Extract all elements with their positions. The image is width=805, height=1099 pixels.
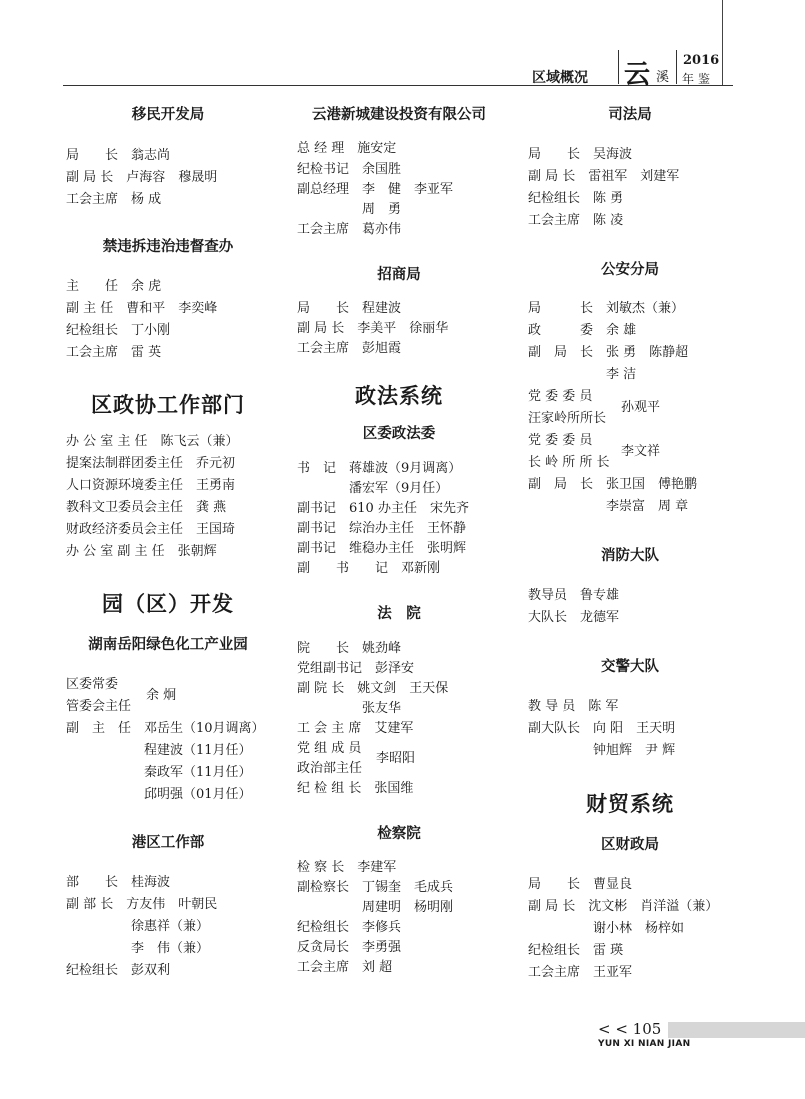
list-item: 提案法制群团委主任 乔元初	[66, 456, 236, 471]
list-item: 教导员 鲁专雄	[528, 588, 620, 603]
section-title-zhaoshang: 招商局	[377, 267, 421, 283]
list-item: 汪家岭所所长	[528, 411, 607, 426]
list-item: 反贪局长 李勇强	[297, 940, 402, 955]
section-title-jiaojing: 交警大队	[601, 659, 659, 675]
list-item: 长 岭 所 所 长	[528, 455, 610, 470]
list-item: 工会主席 雷 英	[66, 345, 162, 360]
list-item: 副书记 综治办主任 王怀静	[297, 521, 467, 536]
list-item: 张友华	[297, 701, 402, 716]
list-item: 工会主席 彭旭霞	[297, 341, 402, 356]
list-item: 周建明 杨明刚	[297, 900, 454, 915]
list-item: 部 长 桂海波	[66, 875, 171, 890]
header-vertical-rule	[722, 0, 723, 85]
category-title-zhengfa: 政法系统	[355, 383, 443, 408]
section-title-gongan: 公安分局	[601, 262, 659, 278]
list-item: 教科文卫委员会主任 龚 燕	[66, 500, 227, 515]
list-item: 邱明强（01月任）	[66, 787, 252, 802]
list-item: 副书记 维稳办主任 张明辉	[297, 541, 467, 556]
footer-caption: YUN XI NIAN JIAN	[598, 1039, 691, 1049]
list-item: 工 会 主 席 艾建军	[297, 721, 414, 736]
list-item: 纪检书记 余国胜	[297, 162, 402, 177]
header-divider	[618, 50, 619, 84]
list-item: 纪检组长 李修兵	[297, 920, 402, 935]
list-item: 纪检组长 雷 瑛	[528, 943, 624, 958]
list-item: 副大队长 向 阳 王天明	[528, 721, 676, 736]
header-nianjian: 年鉴	[682, 72, 715, 86]
list-item: 局 长 翁志尚	[66, 148, 171, 163]
list-item: 政治部主任	[297, 761, 363, 776]
section-title-caizheng: 区财政局	[601, 837, 659, 853]
list-item: 副 部 长 方友伟 叶朝民	[66, 897, 218, 912]
list-item: 教 导 员 陈 军	[528, 699, 619, 714]
list-item: 李文祥	[621, 444, 661, 459]
list-item: 副 局 长 张 勇 陈静超	[528, 345, 689, 360]
section-title-xiaofang: 消防大队	[601, 548, 659, 564]
list-item: 党 组 成 员	[297, 741, 362, 756]
list-item: 工会主席 刘 超	[297, 960, 393, 975]
header-section-title: 区域概况	[532, 70, 588, 86]
list-item: 纪检组长 丁小刚	[66, 323, 171, 338]
section-title-jiancha: 检察院	[377, 826, 421, 842]
list-item: 书 记 蒋雄波（9月调离）	[297, 461, 462, 476]
list-item: 局 长 刘敏杰（兼）	[528, 301, 685, 316]
list-item: 李 伟（兼）	[66, 941, 210, 956]
list-item: 程建波（11月任）	[66, 743, 252, 758]
section-title-lvse: 湖南岳阳绿色化工产业园	[88, 637, 248, 653]
list-item: 李 洁	[528, 367, 637, 382]
list-item: 区委常委	[66, 677, 119, 692]
list-item: 副 局 长 沈文彬 肖洋溢（兼）	[528, 899, 719, 914]
list-item: 徐惠祥（兼）	[66, 919, 210, 934]
list-item: 李昭阳	[376, 751, 416, 766]
list-item: 副 书 记 邓新刚	[297, 561, 441, 576]
list-item: 政 委 余 雄	[528, 323, 637, 338]
category-title-caimao: 财贸系统	[586, 791, 674, 816]
list-item: 人口资源环境委主任 王勇南	[66, 478, 236, 493]
list-item: 副 主 任 邓岳生（10月调离）	[66, 721, 265, 736]
list-item: 潘宏军（9月任）	[297, 481, 449, 496]
section-title-jinwei: 禁违拆违治违督查办	[102, 239, 234, 255]
section-title-fayuan: 法 院	[377, 606, 421, 622]
list-item: 副 主 任 曹和平 李奕峰	[66, 301, 218, 316]
list-item: 副书记 610 办主任 宋先齐	[297, 501, 469, 516]
list-item: 工会主席 杨 成	[66, 192, 162, 207]
list-item: 工会主席 王亚军	[528, 965, 633, 980]
page-number: < < 105	[598, 1020, 662, 1038]
list-item: 副 院 长 姚文剑 王天保	[297, 681, 449, 696]
list-item: 党组副书记 彭泽安	[297, 661, 415, 676]
list-item: 总 经 理 施安定	[297, 141, 397, 156]
list-item: 检 察 长 李建军	[297, 860, 397, 875]
list-item: 局 长 程建波	[297, 301, 402, 316]
list-item: 谢小林 杨梓如	[528, 921, 685, 936]
list-item: 办 公 室 主 任 陈飞云（兼）	[66, 434, 239, 449]
list-item: 纪 检 组 长 张国维	[297, 781, 414, 796]
list-item: 副 局 长 李美平 徐丽华	[297, 321, 449, 336]
category-title-yuanqu: 园（区）开发	[102, 591, 234, 616]
section-title-yungang: 云港新城建设投资有限公司	[312, 107, 486, 123]
list-item: 周 勇	[297, 202, 402, 217]
list-item: 局 长 曹显良	[528, 877, 633, 892]
list-item: 副 局 长 雷祖军 刘建军	[528, 169, 680, 184]
section-title-gangqu: 港区工作部	[131, 835, 205, 851]
list-item: 钟旭辉 尹 辉	[528, 743, 676, 758]
list-item: 主 任 余 虎	[66, 279, 162, 294]
list-item: 党 委 委 员	[528, 433, 593, 448]
list-item: 工会主席 陈 凌	[528, 213, 624, 228]
header-year: 2016	[683, 53, 720, 68]
list-item: 纪检组长 陈 勇	[528, 191, 624, 206]
list-item: 副总经理 李 健 李亚军	[297, 182, 454, 197]
list-item: 财政经济委员会主任 王国琦	[66, 522, 236, 537]
list-item: 纪检组长 彭双利	[66, 963, 171, 978]
header-divider	[676, 50, 677, 84]
list-item: 李崇富 周 章	[528, 499, 689, 514]
header-logo-yun: 云	[624, 60, 651, 90]
section-title-yimin: 移民开发局	[131, 107, 205, 123]
list-item: 副 局 长 张卫国 傅艳鹏	[528, 477, 698, 492]
list-item: 孙观平	[621, 400, 661, 415]
list-item: 副 局 长 卢海容 穆晟明	[66, 170, 218, 185]
footer-bar	[668, 1022, 805, 1038]
header-logo-xi: 溪	[656, 70, 670, 85]
list-item: 局 长 吴海波	[528, 147, 633, 162]
section-title-sifa: 司法局	[608, 107, 652, 123]
list-item: 院 长 姚劲峰	[297, 641, 402, 656]
category-title-zhengxie: 区政协工作部门	[91, 392, 245, 417]
list-item: 党 委 委 员	[528, 389, 593, 404]
list-item: 工会主席 葛亦伟	[297, 222, 402, 237]
list-item: 大队长 龙德军	[528, 610, 620, 625]
list-item: 办 公 室 副 主 任 张朝辉	[66, 544, 217, 559]
list-item: 余 炯	[146, 688, 177, 703]
list-item: 副检察长 丁锡奎 毛成兵	[297, 880, 454, 895]
section-title-zhengfawei: 区委政法委	[362, 426, 436, 442]
list-item: 秦政军（11月任）	[66, 765, 252, 780]
list-item: 管委会主任	[66, 699, 132, 714]
